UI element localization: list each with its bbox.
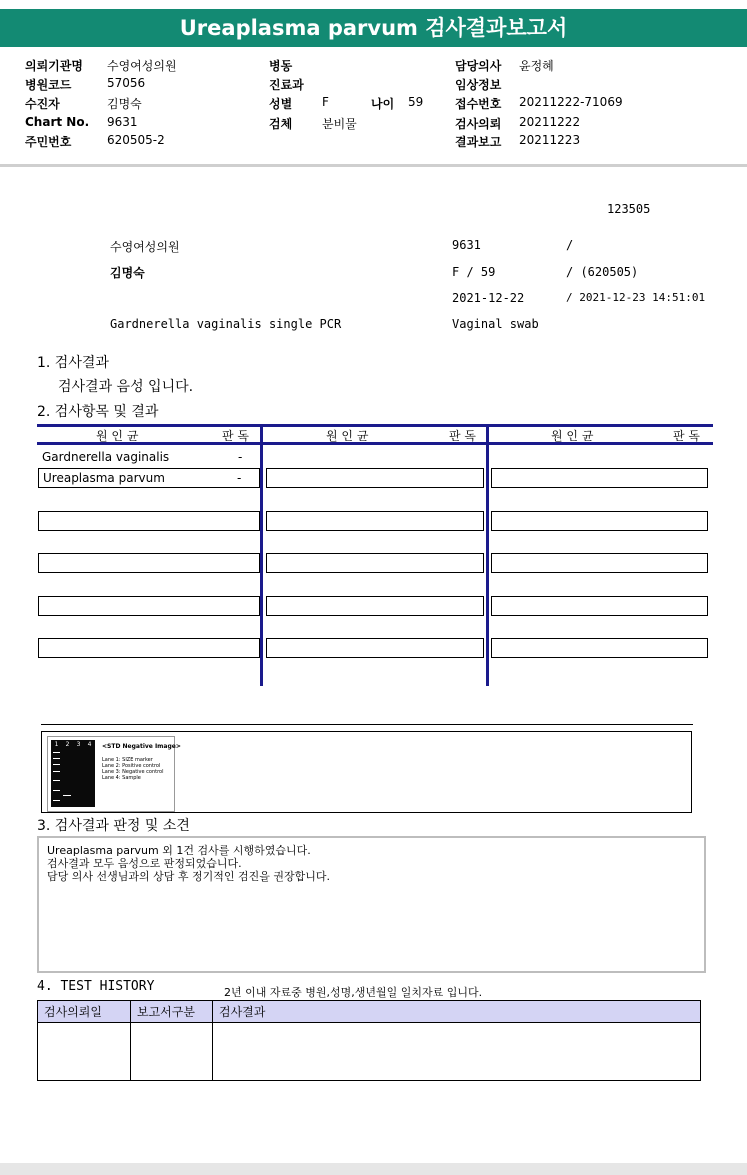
sex-value: F xyxy=(322,95,329,109)
lane-number: 4 xyxy=(87,741,92,748)
organism-result: - xyxy=(237,471,242,485)
col2-header-result: 판 독 xyxy=(449,429,476,443)
section-2-title: 2. 검사항목 및 결과 xyxy=(37,404,159,420)
grid-cell xyxy=(491,596,708,616)
gel-image-title: <STD Negative Image> xyxy=(102,743,181,750)
specimen-value: 분비물 xyxy=(322,117,357,131)
gel-image xyxy=(51,740,95,807)
mid-chart: 9631 xyxy=(452,238,481,252)
section-1-title: 1. 검사결과 xyxy=(37,355,109,371)
opinion-line: 담당 의사 선생님과의 상담 후 정기적인 검진을 권장합니다. xyxy=(47,870,330,883)
mid-clinic: 수영여성의원 xyxy=(110,240,180,254)
col2-header-name: 원 인 균 xyxy=(326,429,369,443)
gel-band xyxy=(53,800,60,801)
history-col-report-type: 보고서구분 xyxy=(131,1001,213,1023)
lane-number: 1 xyxy=(54,741,59,748)
opinion-box xyxy=(37,836,706,973)
mid-patient: 김명숙 xyxy=(110,266,145,280)
doctor-value: 윤정혜 xyxy=(519,59,554,73)
history-note: 2년 이내 자료중 병원,성명,생년월일 일치자료 입니다. xyxy=(224,986,483,999)
history-row xyxy=(38,1023,701,1081)
request-date-value: 20211222 xyxy=(519,115,581,129)
gel-legend-item: Lane 3: Negative control xyxy=(102,769,164,775)
report-title: Ureaplasma parvum 검사결과보고서 xyxy=(0,9,747,47)
report-date-label: 결과보고 xyxy=(455,135,502,149)
col1-header-result: 판 독 xyxy=(222,429,249,443)
grid-cell xyxy=(491,638,708,658)
clinical-info-label: 임상정보 xyxy=(455,78,502,92)
organism-result: - xyxy=(238,450,243,464)
gel-band xyxy=(53,758,60,759)
grid-cell xyxy=(38,638,260,658)
sex-label: 성별 xyxy=(269,97,293,111)
receipt-no-label: 접수번호 xyxy=(455,97,502,111)
mid-specimen: Vaginal swab xyxy=(452,317,539,331)
gel-legend xyxy=(102,757,164,781)
image-top-rule xyxy=(41,724,693,725)
history-col-result: 검사결과 xyxy=(213,1001,701,1023)
gel-lane-numbers xyxy=(51,741,95,748)
gel-band xyxy=(63,795,71,796)
opinion-line: Ureaplasma parvum 외 1건 검사를 시행하였습니다. xyxy=(47,844,311,857)
mid-slash: / xyxy=(566,238,574,252)
hospital-code-value: 57056 xyxy=(107,76,146,90)
gel-legend-item: Lane 1: SIZE marker xyxy=(102,757,153,763)
mid-sex-age: F / 59 xyxy=(452,265,496,279)
grid-cell xyxy=(266,638,484,658)
lane-number: 3 xyxy=(76,741,81,748)
ward-label: 병동 xyxy=(269,59,293,73)
doctor-label: 담당의사 xyxy=(455,59,502,73)
report-date-value: 20211223 xyxy=(519,133,581,147)
history-col-request-date: 검사의뢰일 xyxy=(38,1001,131,1023)
mid-date1: 2021-12-22 xyxy=(452,291,525,305)
age-label: 나이 xyxy=(371,97,395,111)
organism-name: Ureaplasma parvum xyxy=(43,471,165,485)
col3-header-name: 원 인 균 xyxy=(551,429,594,443)
grid-cell xyxy=(491,468,708,488)
dept-label: 진료과 xyxy=(269,78,304,92)
grid-cell xyxy=(38,596,260,616)
mid-test-name: Gardnerella vaginalis single PCR xyxy=(110,317,342,331)
hospital-code-label: 병원코드 xyxy=(25,78,72,92)
header-separator xyxy=(0,164,747,167)
grid-cell xyxy=(38,553,260,573)
patient-label: 수진자 xyxy=(25,97,60,111)
bottom-bar xyxy=(0,1163,747,1175)
grid-divider-1 xyxy=(260,424,263,686)
sample-code: 123505 xyxy=(607,202,651,216)
section-1-result: 검사결과 음성 입니다. xyxy=(58,379,194,395)
grid-cell xyxy=(266,511,484,531)
chart-no-value: 9631 xyxy=(107,115,138,129)
patient-value: 김명숙 xyxy=(107,97,142,111)
gel-band xyxy=(53,771,60,772)
gel-legend-item: Lane 2: Positive control xyxy=(102,763,161,769)
grid-cell xyxy=(266,553,484,573)
organism-name: Gardnerella vaginalis xyxy=(42,450,170,464)
grid-cell xyxy=(266,468,484,488)
grid-divider-2 xyxy=(486,424,489,686)
resident-no-value: 620505-2 xyxy=(107,133,165,147)
lane-number: 2 xyxy=(65,741,70,748)
section-4-title: 4. TEST HISTORY xyxy=(37,979,155,994)
gel-legend-item: Lane 4: Sample xyxy=(102,775,141,781)
resident-no-label: 주민번호 xyxy=(25,135,72,149)
grid-cell xyxy=(38,468,260,488)
mid-date2: / 2021-12-23 14:51:01 xyxy=(566,291,706,304)
gel-band xyxy=(53,790,60,791)
history-cell xyxy=(131,1023,213,1081)
specimen-label: 검체 xyxy=(269,117,293,131)
request-date-label: 검사의뢰 xyxy=(455,117,502,131)
gel-band xyxy=(53,764,60,765)
receipt-no-value: 20211222-71069 xyxy=(519,95,623,109)
history-table xyxy=(37,1000,701,1081)
col1-header-name: 원 인 균 xyxy=(96,429,139,443)
clinic-value: 수영여성의원 xyxy=(107,59,177,73)
mid-id: / (620505) xyxy=(566,265,639,279)
grid-cell xyxy=(38,511,260,531)
gel-band xyxy=(53,780,60,781)
section-3-title: 3. 검사결과 판정 및 소견 xyxy=(37,818,190,834)
chart-no-label: Chart No. xyxy=(25,115,90,129)
grid-cell xyxy=(266,596,484,616)
clinic-label: 의뢰기관명 xyxy=(25,59,83,73)
history-cell xyxy=(213,1023,701,1081)
col3-header-result: 판 독 xyxy=(673,429,700,443)
grid-cell xyxy=(491,553,708,573)
age-value: 59 xyxy=(408,95,424,109)
grid-cell xyxy=(491,511,708,531)
opinion-line: 검사결과 모두 음성으로 판정되었습니다. xyxy=(47,857,242,870)
gel-band xyxy=(53,752,60,753)
history-cell xyxy=(38,1023,131,1081)
